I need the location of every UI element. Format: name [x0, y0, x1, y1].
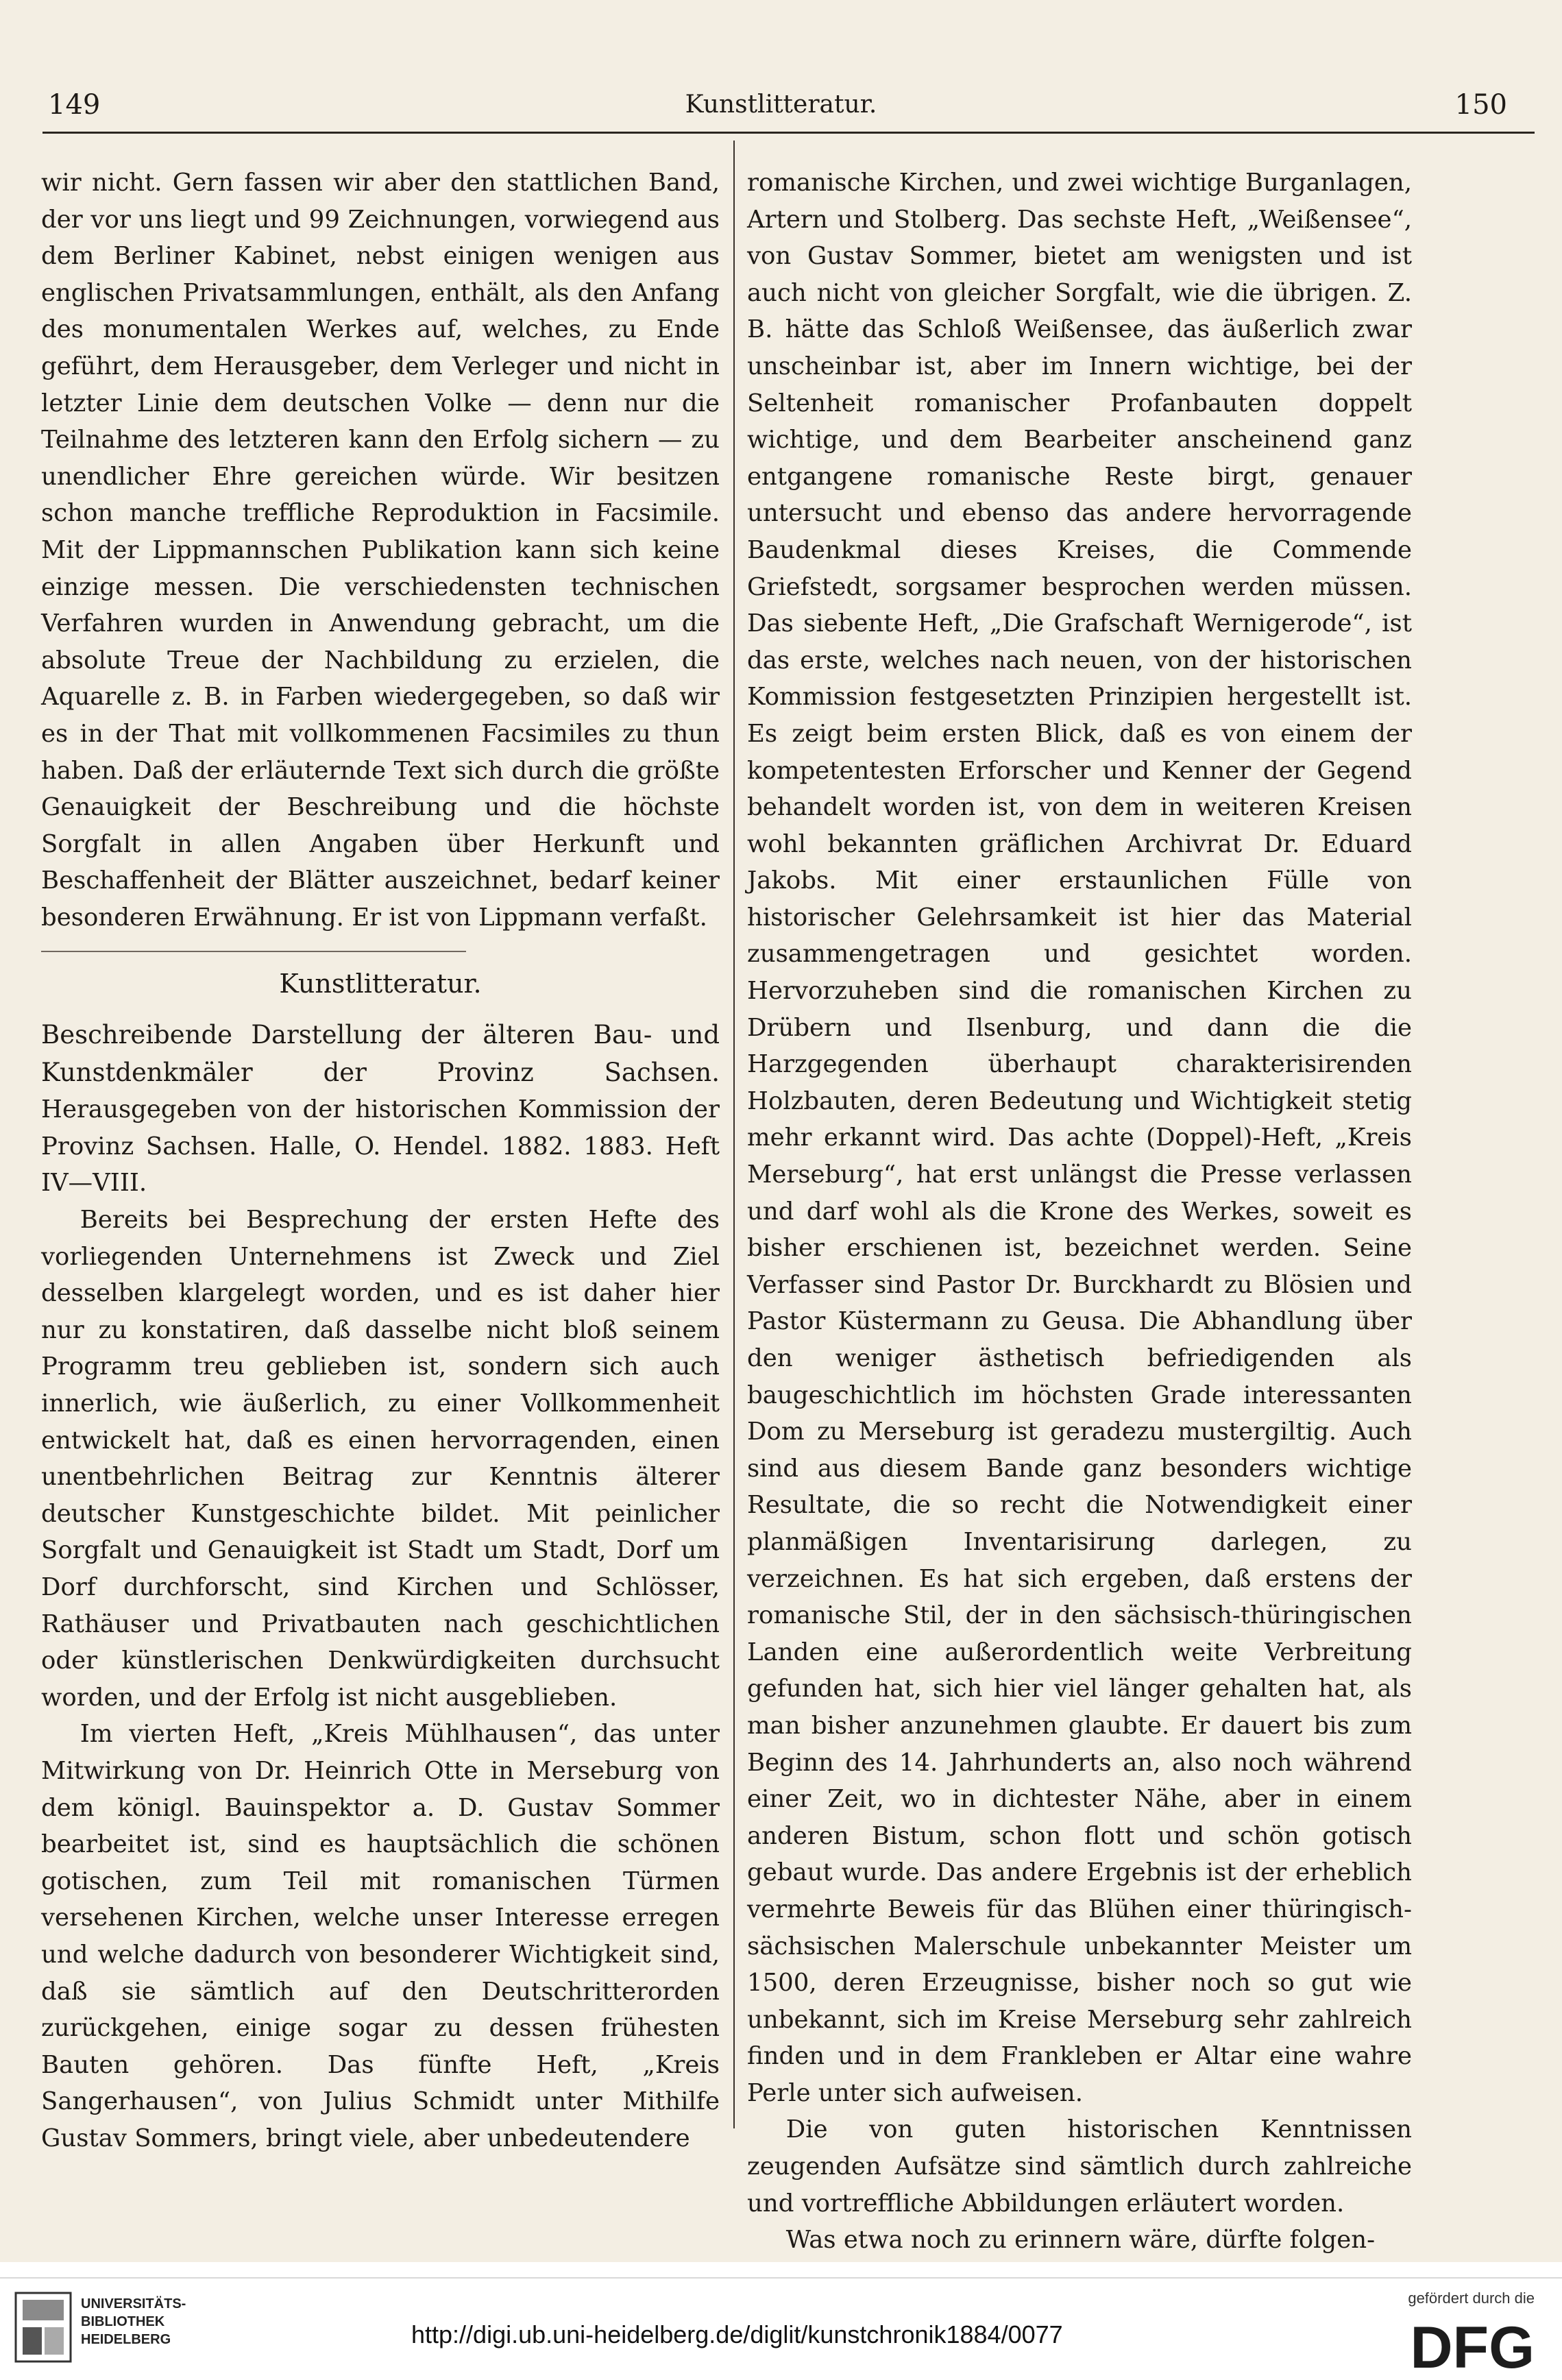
funding-note: gefördert durch die — [1408, 2290, 1535, 2307]
page-number-right: 150 — [1454, 89, 1507, 121]
footer-rule — [0, 2277, 1562, 2279]
library-name — [81, 2295, 186, 2348]
running-title: Kunstlitteratur. — [685, 90, 877, 119]
header-rule — [42, 132, 1535, 134]
right-column — [747, 165, 1412, 2259]
library-name-line-3: HEIDELBERG — [81, 2332, 171, 2347]
book-heading — [41, 1017, 720, 1202]
section-rule — [41, 951, 466, 952]
svg-text:DFG: DFG — [1410, 2315, 1535, 2376]
column-divider — [733, 141, 735, 2128]
dfg-logo-icon — [1370, 2314, 1535, 2376]
digitization-footer — [0, 2262, 1562, 2380]
left-paragraph-1: wir nicht. Gern fassen wir aber den stattlichen Band, der vor uns liegt und 99 Zeichnungen, vorwiegend aus dem Berliner Kabinet, nebst einigen wenigen aus englischen Privatsammlungen, enthält, als den Anfang des monumentalen Werkes auf, welches, zu Ende geführt, dem Herausgeber, dem Verleger und nicht in letzter Linie dem deutschen Volke — denn nur die Teilnahme des letzteren kann den Erfolg sichern — zu unendlicher Ehre gereichen würde. Wir besitzen schon manche treffliche Reproduktion in Facsimile. Mit der Lippmannschen Publikation kann sich keine einzige messen. Die verschiedensten technischen Verfahren wurden in Anwendung gebracht, um die absolute Treue der Nachbildung zu erzielen, die Aquarelle z. B. in Farben wiedergegeben, so daß wir es in der That mit vollkommenen Facsimiles zu thun haben. Daß der erläuternde Text sich durch die größte Genauigkeit der Beschreibung und die höchste Sorgfalt in allen Angaben über Herkunft und Beschaffenheit der Blätter auszeichnet, bedarf keiner besonderen Erwähnung. Er ist von Lippmann verfaßt. — [41, 169, 720, 932]
funder-block — [1329, 2290, 1535, 2376]
library-name-line-1: UNIVERSITÄTS- — [81, 2296, 186, 2311]
book-title: Beschreibende Darstellung der älteren Bau- und Kunstdenkmäler der Provinz Sachsen. — [41, 1020, 720, 1087]
university-seal-icon — [12, 2290, 74, 2365]
library-logo — [12, 2290, 218, 2372]
book-imprint: Herausgegeben von der historischen Kommission der Provinz Sachsen. Halle, O. Hendel. 1882. 1883. Heft IV—VIII. — [41, 1095, 720, 1198]
right-paragraph-2: Die von guten historischen Kenntnissen zeugenden Aufsätze sind sämtlich durch zahlreiche und vortreffliche Abbildungen erläutert worden. — [747, 2115, 1412, 2218]
left-paragraph-3: Im vierten Heft, „Kreis Mühlhausen“, das unter Mitwirkung von Dr. Heinrich Otte in Merseburg von dem königl. Bauinspektor a. D. Gustav Sommer bearbeitet ist, sind es hauptsächlich die schönen gotischen, zum Teil mit romanischen Türmen versehenen Kirchen, welche unser Interesse erregen und welche dadurch von besonderer Wichtigkeit sind, daß sie sämtlich auf den Deutschritterorden zurückgehen, einige sogar zu dessen frühesten Bauten gehören. Das fünfte Heft, „Kreis Sangerhausen“, von Julius Schmidt unter Mithilfe Gustav Sommers, bringt viele, aber unbedeutendere — [41, 1720, 720, 2152]
running-head — [42, 89, 1520, 130]
library-name-line-2: BIBLIOTHEK — [81, 2314, 165, 2329]
left-paragraph-2: Bereits bei Besprechung der ersten Hefte des vorliegenden Unternehmens ist Zweck und Ziel desselben klargelegt worden, und es ist daher hier nur zu konstatiren, daß dasselbe nicht bloß seinem Programm treu geblieben ist, sondern sich auch innerlich, wie äußerlich, zu einer Vollkommenheit entwickelt hat, daß es einen hervorragenden, einen unentbehrlichen Beitrag zur Kenntnis älterer deutscher Kunstgeschichte bildet. Mit peinlicher Sorgfalt und Genauigkeit ist Stadt um Stadt, Dorf um Dorf durchforscht, sind Kirchen und Schlösser, Rathäuser und Privatbauten nach geschichtlichen oder künstlerischen Denkwürdigkeiten durchsucht worden, und der Erfolg ist nicht ausgeblieben. — [41, 1206, 720, 1712]
right-paragraph-1: romanische Kirchen, und zwei wichtige Burganlagen, Artern und Stolberg. Das sechste Heft, „Weißensee“, von Gustav Sommer, bietet am wenigsten und ist auch nicht von gleicher Sorgfalt, wie die übrigen. Z. B. hätte das Schloß Weißensee, das äußerlich zwar unscheinbar ist, aber im Innern wichtige, bei der Seltenheit romanischer Profanbauten doppelt wichtige, und dem Bearbeiter anscheinend ganz entgangene romanische Reste birgt, genauer untersucht und ebenso das andere hervorragende Baudenkmal dieses Kreises, die Commende Griefstedt, sorgsamer besprochen werden müssen. Das siebente Heft, „Die Grafschaft Wernigerode“, ist das erste, welches nach neuen, von der historischen Kommission festgesetzten Prinzipien hergestellt ist. Es zeigt beim ersten Blick, daß es von einem der kompetentesten Erforscher und Kenner der Gegend behandelt worden ist, von dem in weiteren Kreisen wohl bekannten gräflichen Archivrat Dr. Eduard Jakobs. Mit einer erstaunlichen Fülle von historischer Gelehrsamkeit ist hier das Material zusammengetragen und gesichtet worden. Hervorzuheben sind die romanischen Kirchen zu Drübern und Ilsenburg, und dann die die Harzgegenden überhaupt charakterisirenden Holzbauten, deren Bedeutung und Wichtigkeit stetig mehr erkannt wird. Das achte (Doppel)-Heft, „Kreis Merseburg“, hat erst unlängst die Presse verlassen und darf wohl als die Krone des Werkes, soweit es bisher erschienen ist, bezeichnet werden. Seine Verfasser sind Pastor Dr. Burckhardt zu Blösien und Pastor Küstermann zu Geusa. Die Abhandlung über den weniger ästhetisch befriedigenden als baugeschichtlich im höchsten Grade interessanten Dom zu Merseburg ist geradezu mustergiltig. Auch sind aus diesem Bande ganz besonders wichtige Resultate, die so recht die Notwendigkeit einer planmäßigen Inventarisirung darlegen, zu verzeichnen. Es hat sich ergeben, daß erstens der romanische Stil, der in den sächsisch-thüringischen Landen eine außerordentlich weite Verbreitung gefunden hat, sich hier viel länger gehalten hat, als man bisher anzunehmen glaubte. Er dauert bis zum Beginn des 14. Jahrhunderts an, also noch während einer Zeit, wo in dichtester Nähe, aber in einem anderen Bistum, schon flott und schön gotisch gebaut wurde. Das andere Ergebnis ist der erheblich vermehrte Beweis für das Blühen einer thüringisch-sächsischen Malerschule unbekannter Meister um 1500, deren Erzeugnisse, bisher noch so gut wie unbekannt, sich im Kreise Merseburg sehr zahlreich finden und in dem Frankleben er Altar eine wahre Perle unter sich aufweisen. — [747, 169, 1412, 2107]
left-column — [41, 165, 720, 2157]
section-title: Kunstlitteratur. — [279, 969, 482, 999]
book-entry — [41, 1017, 720, 1202]
page-number-left: 149 — [48, 89, 101, 121]
right-paragraph-3: Was etwa noch zu erinnern wäre, dürfte folgen- — [785, 2226, 1376, 2255]
source-url[interactable]: http://digi.ub.uni-heidelberg.de/diglit/kunstchronik1884/0077 — [411, 2320, 1063, 2348]
